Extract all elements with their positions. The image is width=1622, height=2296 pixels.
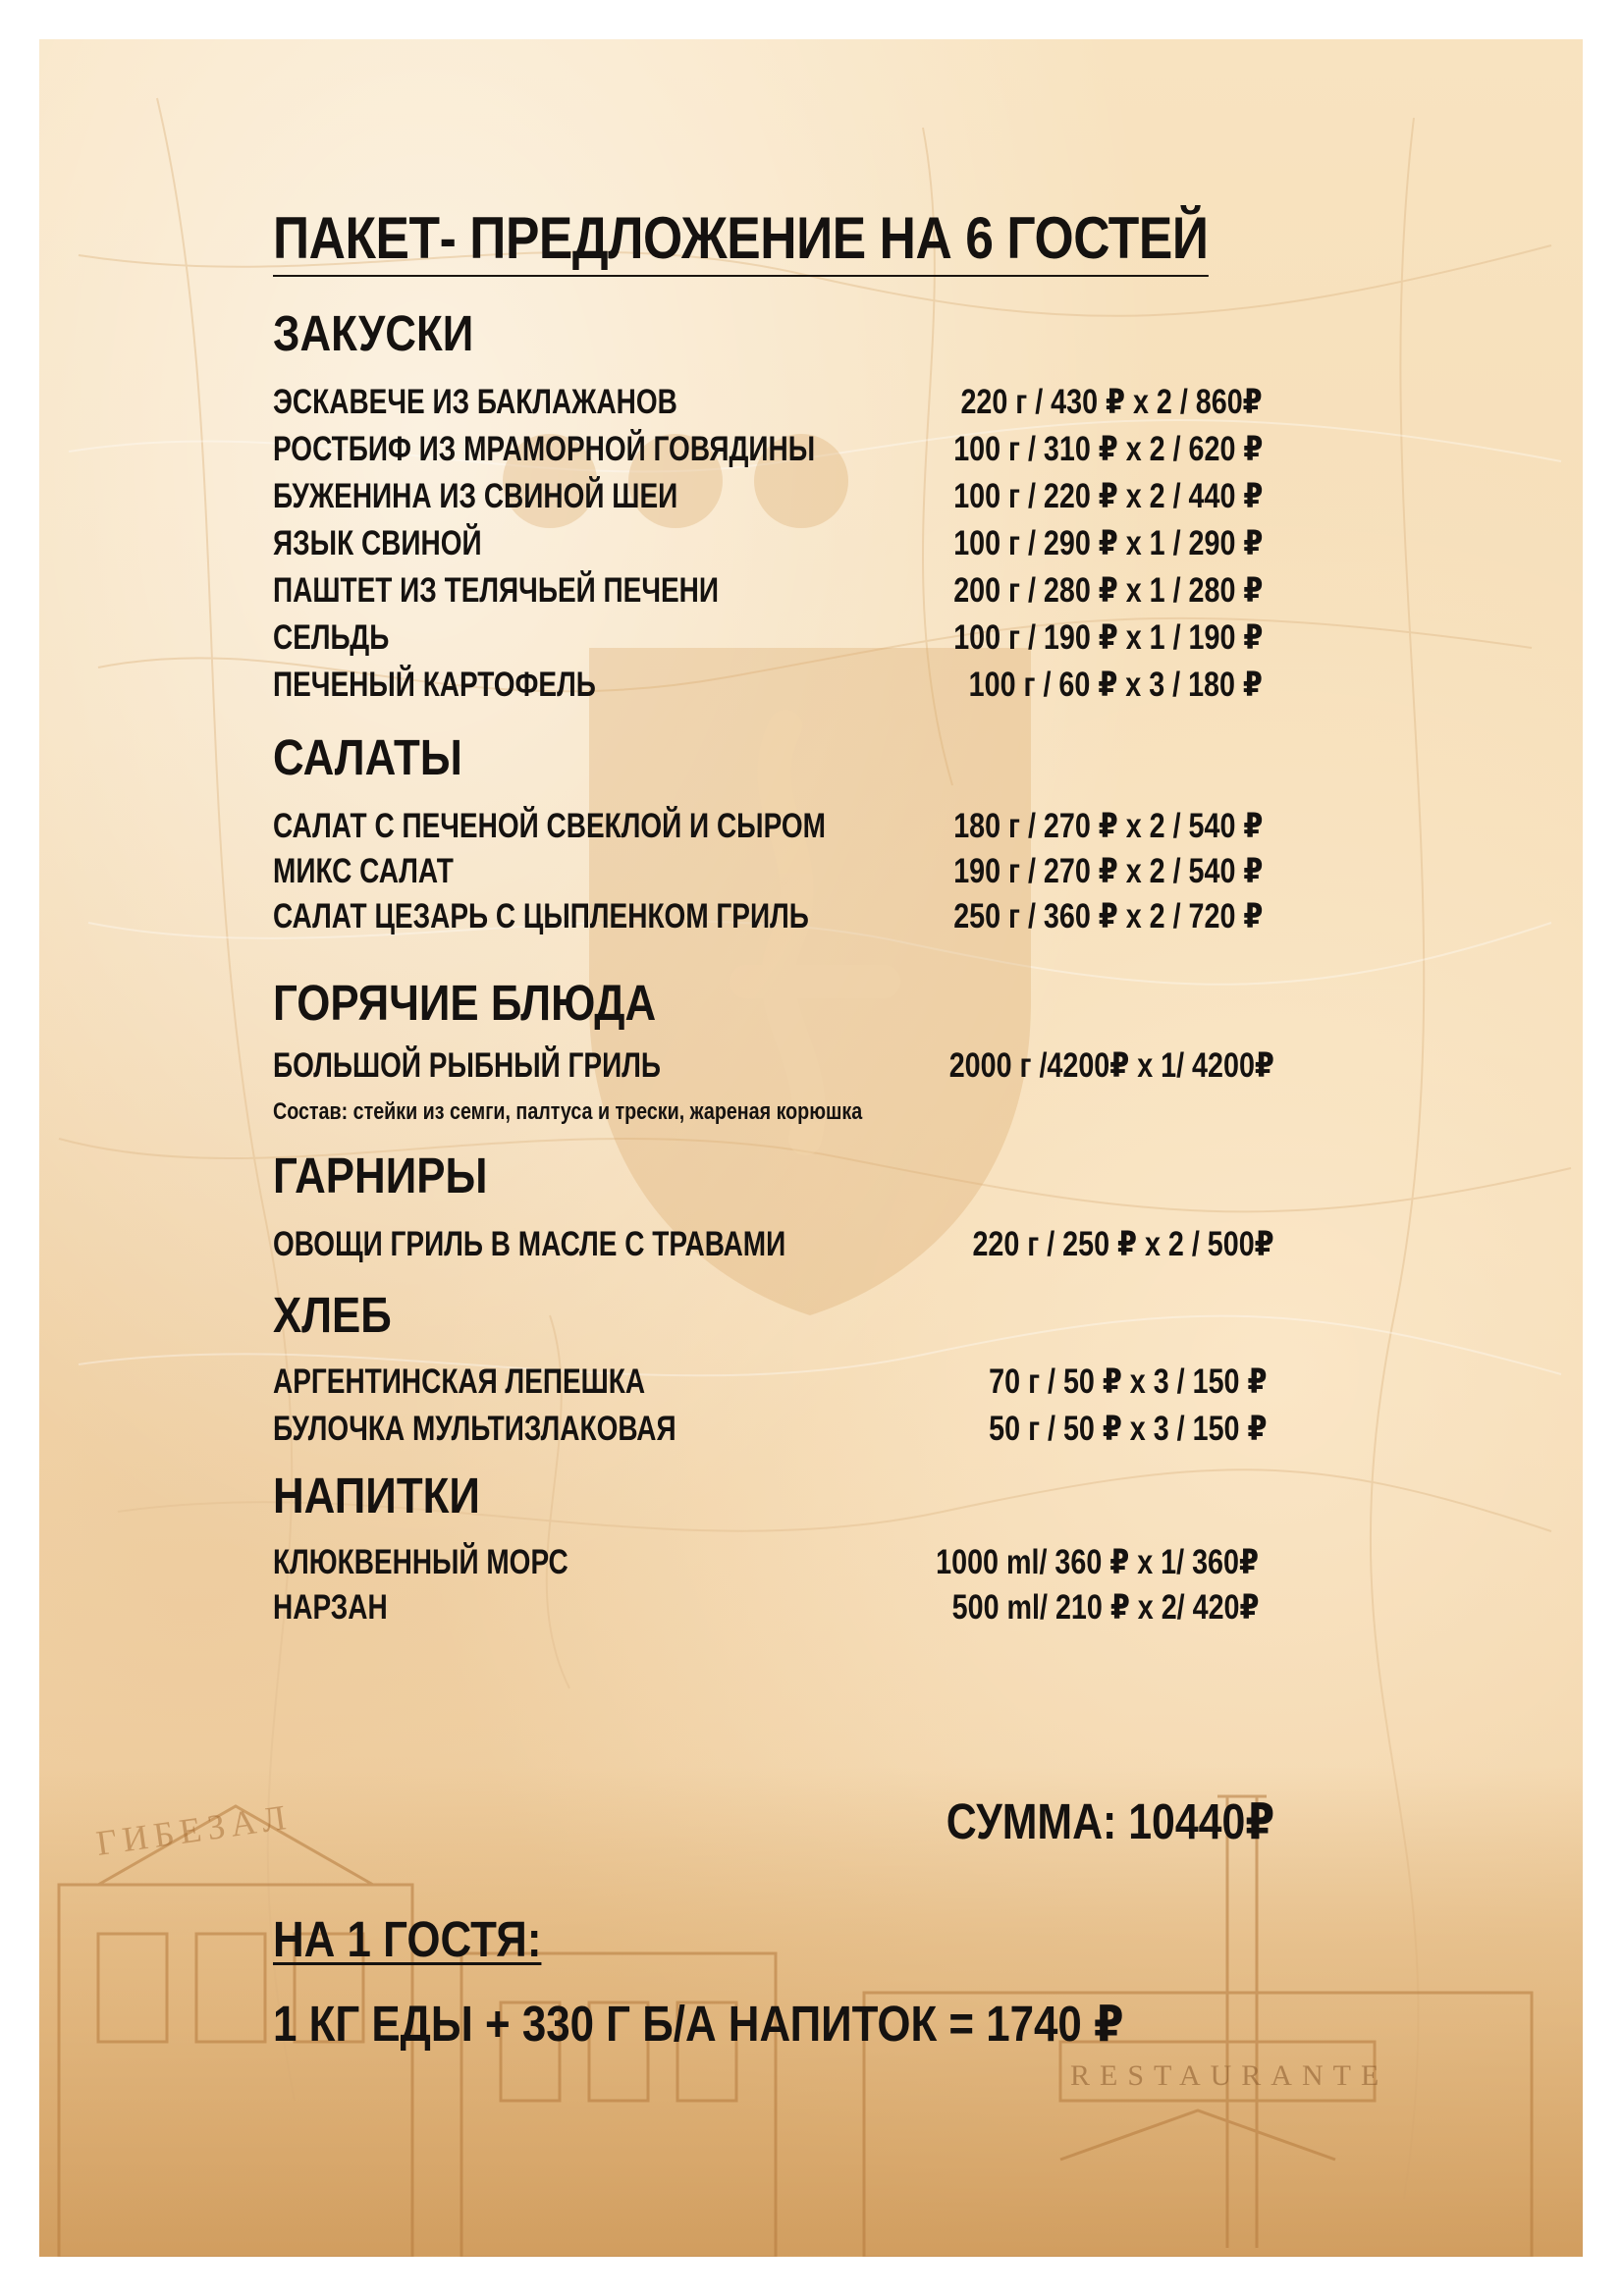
menu-item-price: 70 г / 50 ₽ х 3 / 150 ₽	[988, 1362, 1267, 1401]
section-title-bread: ХЛЕБ	[273, 1287, 392, 1343]
menu-item-price: 100 г / 290 ₽ х 1 / 290 ₽	[952, 524, 1263, 562]
background-sign-right: RESTAURANTE	[1070, 2059, 1389, 2092]
menu-item: НАРЗАН	[273, 1588, 388, 1627]
section-title-sides: ГАРНИРЫ	[273, 1148, 488, 1203]
menu-item: БУЛОЧКА МУЛЬТИЗЛАКОВАЯ	[273, 1410, 676, 1448]
total-sum: СУММА: 10440₽	[946, 1793, 1274, 1849]
menu-content	[273, 39, 1432, 2257]
menu-item: ЭСКАВЕЧЕ ИЗ БАКЛАЖАНОВ	[273, 383, 677, 421]
menu-item-price: 100 г / 310 ₽ х 2 / 620 ₽	[952, 430, 1263, 468]
menu-item-price: 100 г / 190 ₽ х 1 / 190 ₽	[952, 618, 1263, 657]
menu-item: ЯЗЫК СВИНОЙ	[273, 524, 482, 562]
menu-item-price: 50 г / 50 ₽ х 3 / 150 ₽	[988, 1410, 1267, 1448]
menu-item: ПАШТЕТ ИЗ ТЕЛЯЧЬЕЙ ПЕЧЕНИ	[273, 571, 720, 610]
menu-item: КЛЮКВЕННЫЙ МОРС	[273, 1543, 568, 1581]
menu-item-price: 220 г / 430 ₽ х 2 / 860₽	[960, 383, 1263, 421]
menu-item: ПЕЧЕНЫЙ КАРТОФЕЛЬ	[273, 666, 596, 704]
menu-item-price: 500 ml/ 210 ₽ х 2/ 420₽	[951, 1588, 1259, 1627]
menu-item-price: 100 г / 220 ₽ х 2 / 440 ₽	[952, 477, 1263, 515]
menu-item-price: 250 г / 360 ₽ х 2 / 720 ₽	[952, 897, 1263, 935]
section-title-drinks: НАПИТКИ	[273, 1468, 480, 1523]
menu-item-price: 1000 ml/ 360 ₽ х 1/ 360₽	[936, 1543, 1259, 1581]
menu-item-price: 220 г / 250 ₽ х 2 / 500₽	[972, 1225, 1274, 1263]
menu-item-price: 190 г / 270 ₽ х 2 / 540 ₽	[952, 852, 1263, 890]
menu-item: САЛАТ С ПЕЧЕНОЙ СВЕКЛОЙ И СЫРОМ	[273, 807, 826, 845]
section-title-appetizers: ЗАКУСКИ	[273, 305, 474, 361]
menu-item: ОВОЩИ ГРИЛЬ В МАСЛЕ С ТРАВАМИ	[273, 1225, 786, 1263]
per-guest-title: НА 1 ГОСТЯ:	[273, 1911, 542, 1967]
menu-item: БУЖЕНИНА ИЗ СВИНОЙ ШЕИ	[273, 477, 678, 515]
per-guest-summary: 1 КГ ЕДЫ + 330 Г Б/А НАПИТОК = 1740 ₽	[273, 1996, 1124, 2052]
menu-item-price: 100 г / 60 ₽ х 3 / 180 ₽	[968, 666, 1263, 704]
section-title-hot-dishes: ГОРЯЧИЕ БЛЮДА	[273, 975, 657, 1031]
menu-page	[39, 39, 1583, 2257]
menu-item: СЕЛЬДЬ	[273, 618, 390, 657]
menu-item: РОСТБИФ ИЗ МРАМОРНОЙ ГОВЯДИНЫ	[273, 430, 816, 468]
page-title: ПАКЕТ- ПРЕДЛОЖЕНИЕ НА 6 ГОСТЕЙ	[273, 204, 1209, 277]
menu-item: САЛАТ ЦЕЗАРЬ С ЦЫПЛЕНКОМ ГРИЛЬ	[273, 897, 809, 935]
menu-item-price: 2000 г /4200₽ х 1/ 4200₽	[948, 1046, 1274, 1085]
menu-item: МИКС САЛАТ	[273, 852, 454, 890]
menu-item-note: Состав: стейки из семги, палтуса и трески, жареная корюшка	[273, 1098, 863, 1125]
menu-item-price: 180 г / 270 ₽ х 2 / 540 ₽	[952, 807, 1263, 845]
section-title-salads: САЛАТЫ	[273, 729, 462, 785]
menu-item: АРГЕНТИНСКАЯ ЛЕПЕШКА	[273, 1362, 646, 1401]
menu-item-price: 200 г / 280 ₽ х 1 / 280 ₽	[952, 571, 1263, 610]
background-sign-left: ГИБЕЗАЛ	[93, 1796, 295, 1863]
menu-item: БОЛЬШОЙ РЫБНЫЙ ГРИЛЬ	[273, 1046, 661, 1085]
